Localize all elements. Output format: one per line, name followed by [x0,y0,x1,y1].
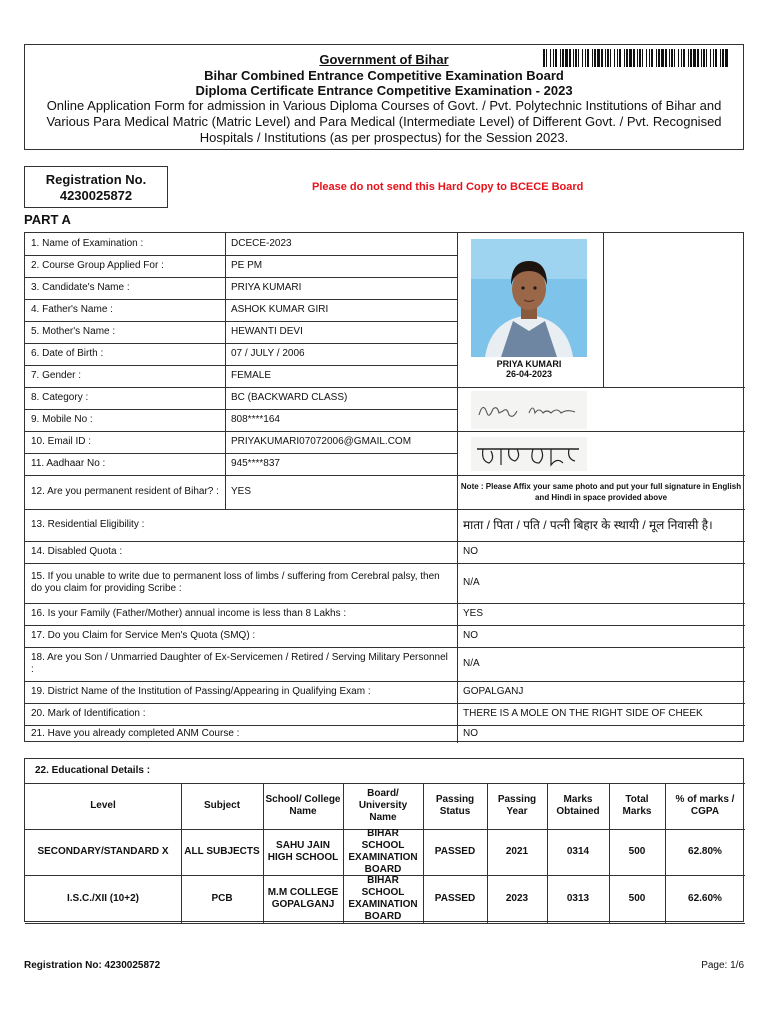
field-label: 5. Mother's Name : [31,326,116,337]
field-value: NO [463,546,478,557]
table-cell: PASSED [434,893,476,904]
registration-number: 4230025872 [59,188,133,203]
field-label: 21. Have you already completed ANM Course : [31,728,240,739]
table-cell: 2021 [505,846,529,857]
field-label: 1. Name of Examination : [31,238,144,249]
exam-title: Diploma Certificate Entrance Competitive Examination - 2023 [195,83,573,98]
field-label: 18. Are you Son / Unmarried Daughter of Ex-Servicemen / Retired / Serving Military Personnel : [31,652,448,675]
table-cell: 62.60% [688,893,722,904]
column-line [609,783,610,923]
field-label: 11. Aadhaar No : [31,458,106,469]
field-value: GOPALGANJ [463,686,524,697]
educational-details-table [24,758,744,922]
field-value: FEMALE [231,370,272,381]
field-value: YES [231,486,252,497]
field-label: 20. Mark of Identification : [31,708,146,719]
table-cell: 0313 [566,893,590,904]
english-signature [471,391,587,429]
field-label: 2. Course Group Applied For : [31,260,164,271]
field-label: 3. Candidate's Name : [31,282,130,293]
page-number: Page: 1/6 [701,960,744,971]
column-header: Subject [203,800,241,811]
educational-details-title: 22. Educational Details : [35,765,151,776]
field-value: माता / पिता / पति / पत्नी बिहार के स्थायी / मूल निवासी है। [463,518,713,532]
table-cell: 62.80% [688,846,722,857]
field-value: ASHOK KUMAR GIRI [231,304,329,315]
field-value: DCECE-2023 [231,238,292,249]
photo-signature-note: Note : Please Affix your same photo and put your full signature in English and Hindi in space provided above [460,482,742,502]
column-line [225,233,226,509]
field-value: 945****837 [231,458,280,469]
row-line [457,431,745,432]
table-cell: 2023 [505,893,529,904]
column-line [547,783,548,923]
part-a-title: PART A [24,212,71,227]
field-value: HEWANTI DEVI [231,326,303,337]
table-cell: 0314 [566,846,590,857]
field-value: N/A [463,658,480,669]
column-header: % of marks / CGPA [675,794,735,817]
barcode [543,49,729,67]
column-line [487,783,488,923]
field-value: BC (BACKWARD CLASS) [231,392,348,403]
board-title: Bihar Combined Entrance Competitive Examination Board [204,68,564,83]
column-header: Marks Obtained [556,794,600,817]
column-line [343,783,344,923]
field-label: 10. Email ID : [31,436,92,447]
field-label: 13. Residential Eligibility : [31,519,145,530]
hindi-signature [471,437,587,471]
field-value: NO [463,630,478,641]
column-header: Level [90,800,116,811]
row-line [457,387,745,388]
table-cell: BIHAR SCHOOL EXAMINATION BOARD [348,875,418,922]
candidate-photo [471,239,587,357]
column-line [603,233,604,387]
field-label: 8. Category : [31,392,89,403]
field-label: 12. Are you permanent resident of Bihar? : [31,486,219,497]
column-header: School/ College Name [265,794,341,817]
hard-copy-warning: Please do not send this Hard Copy to BCECE Board [312,181,584,193]
row-line [25,923,745,924]
photo-caption-name: PRIYA KUMARI [496,359,562,369]
field-value: PE PM [231,260,263,271]
footer-registration: Registration No: 4230025872 [24,960,161,971]
field-value: PRIYAKUMARI07072006@GMAIL.COM [231,436,412,447]
column-line [181,783,182,923]
field-value: 808****164 [231,414,280,425]
field-value: NO [463,728,478,739]
column-header: Board/ University Name [358,788,408,823]
form-description: Online Application Form for admission in Various Diploma Courses of Govt. / Pvt. Polytechnic Institutions of Bihar and Various Para Medical Matric (Matric Level) and Para Medical (Intermediate Level) of Different Govt. / Pvt. Recognised Hospitals / Institutions (as per prospectus) for the Session 2023. [46,98,722,145]
column-header: Total Marks [622,794,652,817]
row-line [457,475,745,476]
field-label: 17. Do you Claim for Service Men's Quota (SMQ) : [31,630,256,641]
column-header: Passing Status [435,794,475,817]
column-line [423,783,424,923]
photo-caption [457,359,601,379]
field-label: 9. Mobile No : [31,414,93,425]
field-value: 07 / JULY / 2006 [231,348,305,359]
part-a-table [24,232,744,742]
column-line [457,509,458,743]
table-cell: PCB [211,893,233,904]
field-value: PRIYA KUMARI [231,282,302,293]
table-cell: 500 [628,893,646,904]
column-line [457,233,458,509]
field-label: 19. District Name of the Institution of Passing/Appearing in Qualifying Exam : [31,686,371,697]
field-label: 14. Disabled Quota : [31,546,123,557]
field-label: 7. Gender : [31,370,82,381]
column-line [263,783,264,923]
column-header: Passing Year [497,794,537,817]
table-cell: ALL SUBJECTS [184,846,260,857]
field-value: YES [463,608,484,619]
field-label: 16. Is your Family (Father/Mother) annual income is less than 8 Lakhs : [31,608,347,619]
table-cell: SAHU JAIN HIGH SCHOOL [267,840,339,863]
field-label: 15. If you unable to write due to permanent loss of limbs / suffering from Cerebral palsy, then do you claim for providing Scribe : [31,571,440,594]
photo-caption-date: 26-04-2023 [505,369,553,379]
table-cell: PASSED [434,846,476,857]
table-cell: I.S.C./XII (10+2) [67,893,139,904]
field-label: 4. Father's Name : [31,304,113,315]
registration-label: Registration No. [45,172,147,187]
field-label: 6. Date of Birth : [31,348,104,359]
table-cell: 500 [628,846,646,857]
column-line [665,783,666,923]
government-title: Government of Bihar [319,52,449,67]
table-cell: BIHAR SCHOOL EXAMINATION BOARD [348,828,418,875]
registration-box [24,166,168,208]
table-cell: M.M COLLEGE GOPALGANJ [267,887,339,910]
form-header [24,44,744,150]
table-cell: SECONDARY/STANDARD X [37,846,169,857]
field-value: THERE IS A MOLE ON THE RIGHT SIDE OF CHEEK [463,708,703,719]
field-value: N/A [463,577,480,588]
